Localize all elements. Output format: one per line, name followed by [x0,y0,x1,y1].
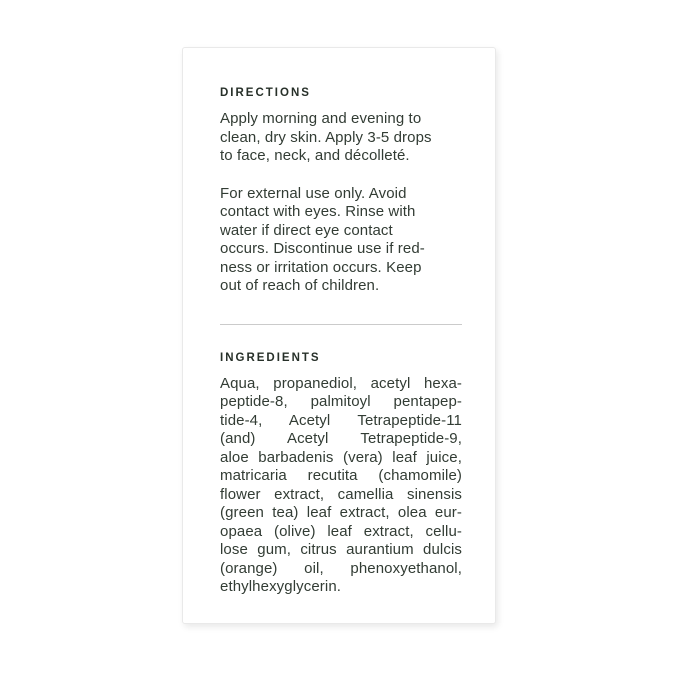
text-line: contact with eyes. Rinse with [220,203,416,220]
ingredients-heading: INGREDIENTS [220,351,321,364]
label-content [220,87,462,597]
text-line: Aqua, propanediol, acetyl hexa- [220,374,462,392]
text-line: matricaria recutita (chamomile) [220,467,462,484]
text-line: to face, neck, and décolleté. [220,147,410,164]
text-line: aloe barbadenis (vera) leaf juice, [220,448,462,466]
text-line: Apply morning and evening to [220,110,422,127]
text-line: tide-4, Acetyl Tetrapeptide-11 [220,411,462,429]
text-line: peptide-8, palmitoyl pentapep- [220,393,462,410]
text-line: (orange) oil, phenoxyethanol, [220,559,462,577]
text-line: (and) Acetyl Tetrapeptide-9, [220,430,462,447]
text-line: flower extract, camellia sinensis [220,485,462,503]
text-line: (green tea) leaf extract, olea eur- [220,504,462,521]
text-line: opaea (olive) leaf extract, cellu- [220,522,462,540]
text-line: water if direct eye contact [220,221,393,239]
text-line: ethylhexyglycerin. [220,578,342,595]
text-line: clean, dry skin. Apply 3-5 drops [220,128,432,146]
directions-heading: DIRECTIONS [220,87,311,99]
product-label-card [182,47,496,624]
text-line: out of reach of children. [220,277,380,294]
section-divider [220,324,462,325]
ingredients-list-paragraph [220,375,462,597]
directions-warning-paragraph [220,185,462,296]
text-line: lose gum, citrus aurantium dulcis [220,541,462,558]
text-line: For external use only. Avoid [220,184,407,202]
directions-usage-paragraph [220,110,462,166]
text-line: occurs. Discontinue use if red- [220,240,425,257]
text-line: ness or irritation occurs. Keep [220,258,422,276]
